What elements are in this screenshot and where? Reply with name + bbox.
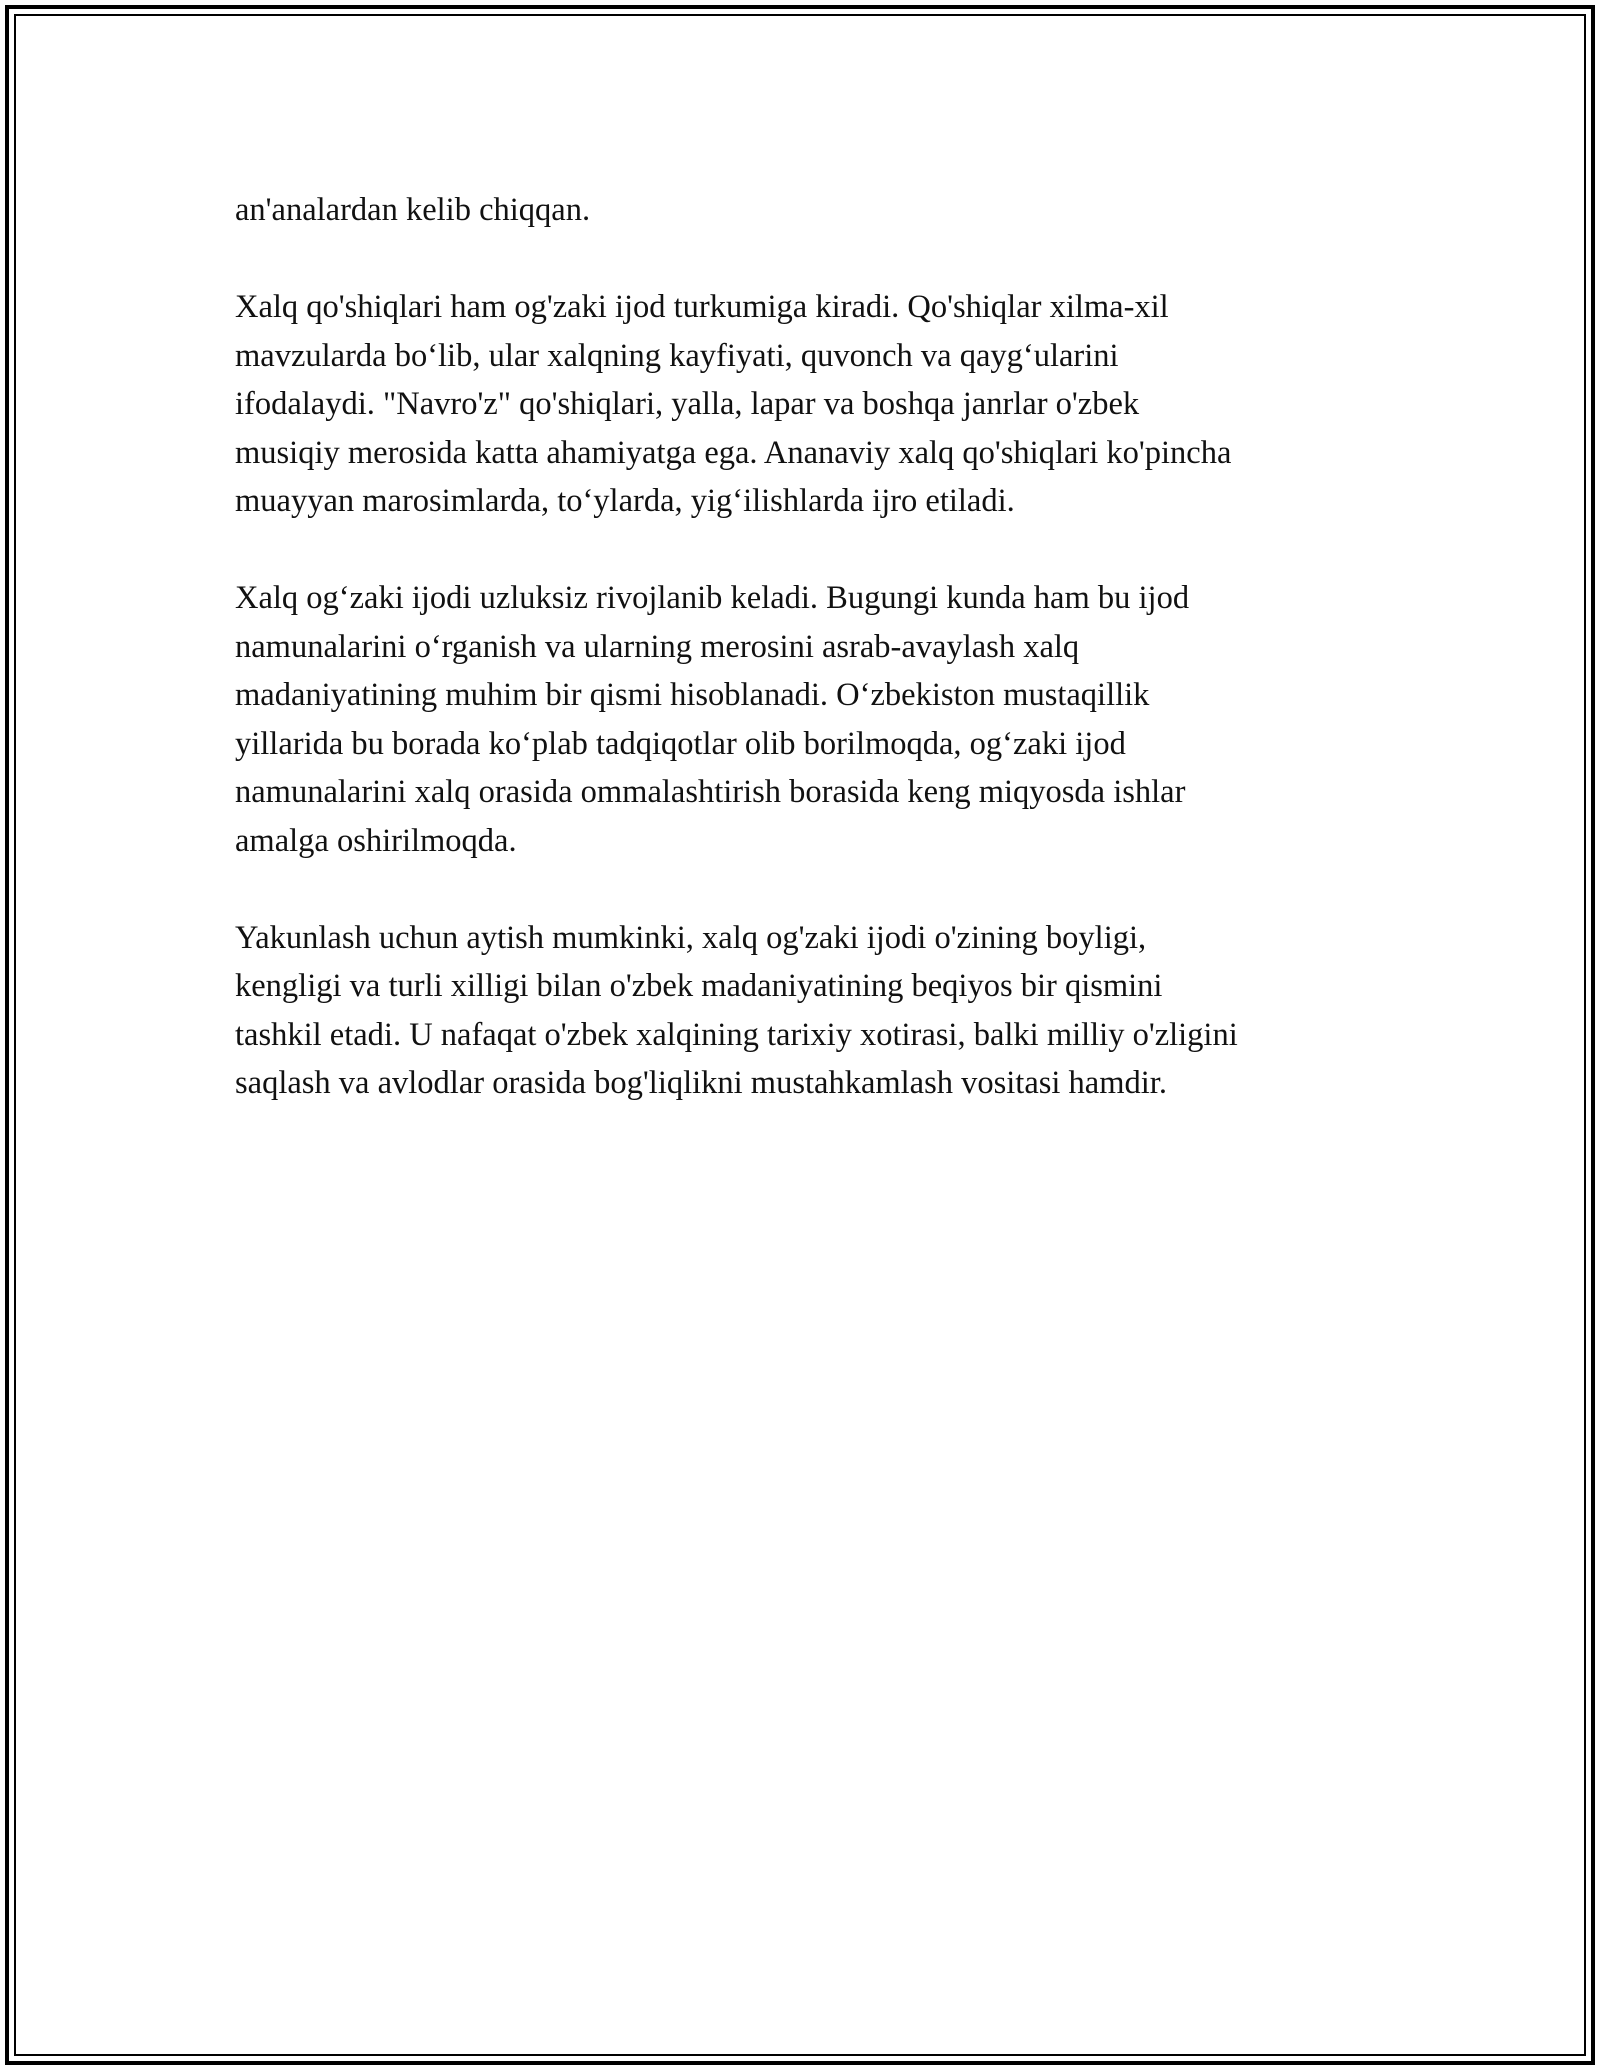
paragraph-2	[235, 283, 1375, 526]
text-line: yillarida bu borada ko‘plab tadqiqotlar olib borilmoqda, og‘zaki ijod	[235, 725, 1126, 762]
text-line: madaniyatining muhim bir qismi hisoblanadi. O‘zbekiston mustaqillik	[235, 677, 1150, 713]
text-line: tashkil etadi. U nafaqat o'zbek xalqining tarixiy xotirasi, balki milliy o'zligini	[235, 1016, 1238, 1053]
text-line: amalga oshirilmoqda.	[235, 822, 517, 859]
text-line: musiqiy merosida katta ahamiyatga ega. Ananaviy xalq qo'shiqlari ko'pincha	[235, 434, 1232, 471]
paragraph-4	[235, 914, 1375, 1108]
text-line: namunalarini o‘rganish va ularning merosini asrab-avaylash xalq	[235, 628, 1080, 665]
text-line: an'analardan kelib chiqqan.	[235, 192, 591, 228]
paragraph-1	[235, 186, 1375, 235]
text-line: ifodalaydi. "Navro'z" qo'shiqlari, yalla, lapar va boshqa janrlar o'zbek	[235, 386, 1140, 422]
text-line: muayyan marosimlarda, to‘ylarda, yig‘ilishlarda ijro etiladi.	[235, 483, 1015, 519]
paragraph-3	[235, 574, 1375, 865]
text-line: saqlash va avlodlar orasida bog'liqlikni mustahkamlash vositasi hamdir.	[235, 1065, 1167, 1101]
text-line: namunalarini xalq orasida ommalashtirish borasida keng miqyosda ishlar	[235, 774, 1186, 810]
text-line: Xalq qo'shiqlari ham og'zaki ijod turkumiga kiradi. Qo'shiqlar xilma-xil	[235, 289, 1169, 325]
text-line: kengligi va turli xilligi bilan o'zbek madaniyatining beqiyos bir qismini	[235, 968, 1163, 1004]
text-line: Yakunlash uchun aytish mumkinki, xalq og'zaki ijodi o'zining boyligi,	[235, 919, 1147, 956]
document-body	[235, 186, 1375, 1156]
text-line: mavzularda bo‘lib, ular xalqning kayfiyati, quvonch va qayg‘ularini	[235, 337, 1119, 374]
text-line: Xalq og‘zaki ijodi uzluksiz rivojlanib keladi. Bugungi kunda ham bu ijod	[235, 580, 1190, 616]
